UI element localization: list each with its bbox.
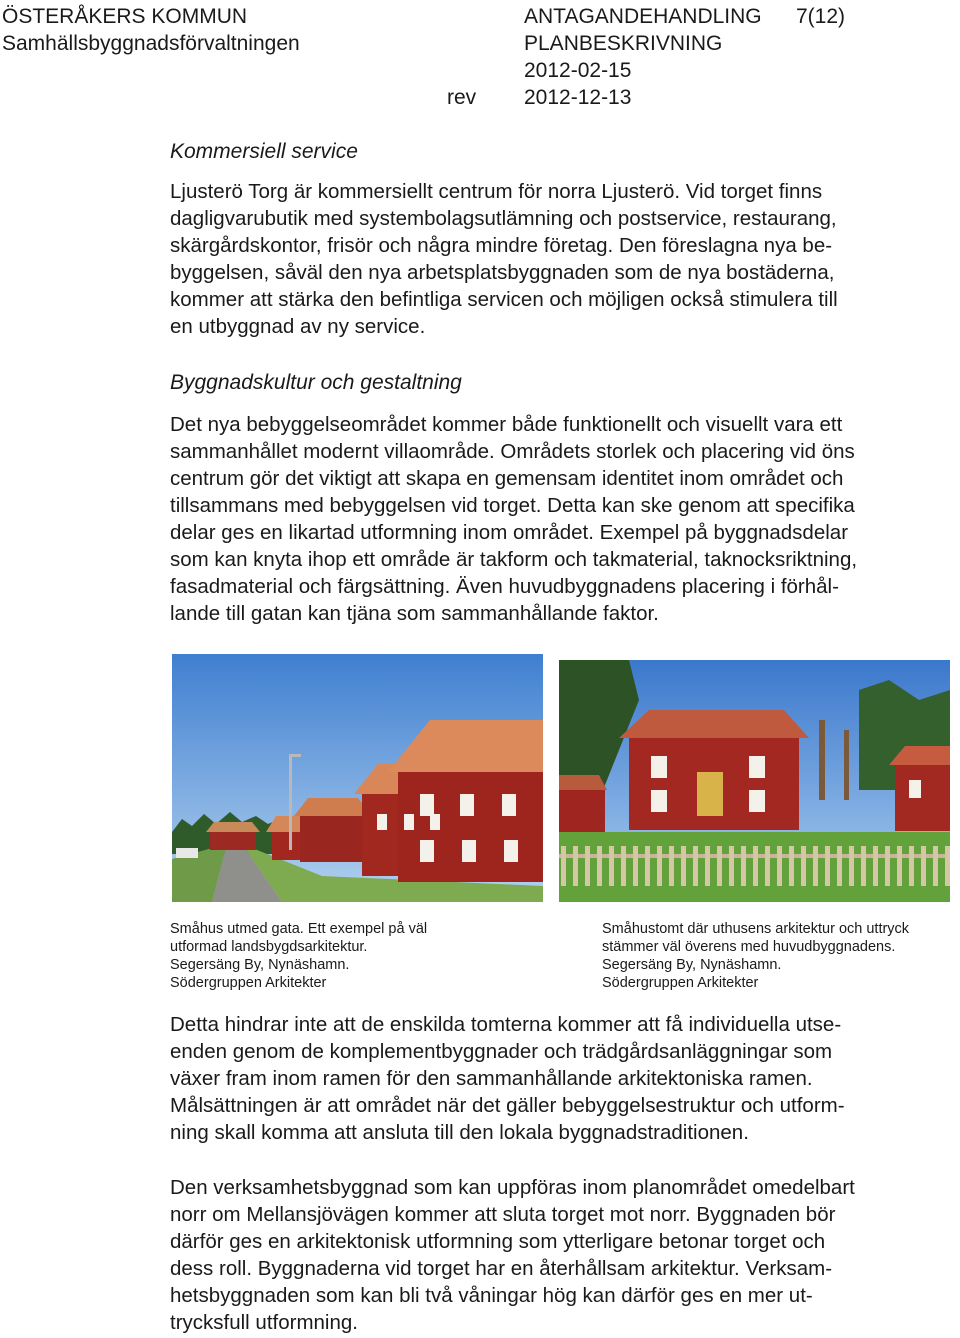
text-line: delar ges en likartad utformning inom området. Exempel på byggnadsdelar bbox=[170, 521, 849, 544]
text-line: byggelsen, såväl den nya arbetsplatsbyggnaden som de nya bostäderna, bbox=[170, 261, 835, 284]
revision-label: rev bbox=[447, 86, 477, 109]
text-line: skärgårdskontor, frisör och några mindre företag. Den föreslagna nya be- bbox=[170, 234, 833, 257]
text-line: kommer att stärka den befintliga servicen och möjligen också stimulera till bbox=[170, 288, 838, 311]
document-date: 2012-02-15 bbox=[524, 59, 632, 82]
text-line: enden genom de komplementbyggnader och trädgårdsanläggningar som bbox=[170, 1040, 833, 1063]
photo-houses-along-street bbox=[172, 654, 543, 902]
text-line: tillsammans med bebyggelsen vid torget. Detta kan ske genom att specifika bbox=[170, 494, 855, 517]
text-line: Ljusterö Torg är kommersiellt centrum för norra Ljusterö. Vid torget finns bbox=[170, 180, 823, 203]
revision-date: 2012-12-13 bbox=[524, 86, 632, 109]
section-heading-building-culture: Byggnadskultur och gestaltning bbox=[170, 371, 462, 394]
caption-left bbox=[170, 920, 427, 992]
paragraph-commercial-service bbox=[170, 178, 838, 340]
text-line: ning skall komma att ansluta till den lokala byggnadstraditionen. bbox=[170, 1121, 749, 1144]
text-line: en utbyggnad av ny service. bbox=[170, 315, 426, 338]
text-line: Målsättningen är att området när det gäller bebyggelsestruktur och utform- bbox=[170, 1094, 845, 1117]
caption-line: Södergruppen Arkitekter bbox=[170, 975, 327, 991]
text-line: sammanhållet modernt villaområde. Områdets storlek och placering vid öns bbox=[170, 440, 855, 463]
caption-line: Segersäng By, Nynäshamn. bbox=[602, 957, 782, 973]
caption-line: Småhustomt där uthusens arkitektur och uttryck bbox=[602, 921, 910, 937]
text-line: trycksfull utformning. bbox=[170, 1311, 358, 1334]
text-line: hetsbyggnaden som kan bli två våningar hög kan därför ges en mer ut- bbox=[170, 1284, 813, 1307]
paragraph-individual-lots bbox=[170, 1011, 845, 1146]
text-line: dess roll. Byggnaderna vid torget har en återhållsam arkitektur. Verksam- bbox=[170, 1257, 833, 1280]
paragraph-building-culture bbox=[170, 411, 857, 627]
text-line: därför ges en arkitektonisk utformning som ytterligare betonar torget och bbox=[170, 1230, 826, 1253]
street-scene-illustration bbox=[172, 654, 543, 902]
document-type: ANTAGANDEHANDLING bbox=[524, 5, 762, 28]
section-heading-commercial-service: Kommersiell service bbox=[170, 140, 358, 163]
text-line: dagligvarubutik med systembolagsutlämning och postservice, restaurang, bbox=[170, 207, 837, 230]
photo-house-garden-fence bbox=[559, 660, 950, 902]
document-name: PLANBESKRIVNING bbox=[524, 32, 723, 55]
department-name: Samhällsbyggnadsförvaltningen bbox=[2, 32, 300, 55]
garden-scene-illustration bbox=[559, 660, 950, 902]
text-line: centrum gör det viktigt att skapa en gemensam identitet inom området och bbox=[170, 467, 844, 490]
caption-line: Segersäng By, Nynäshamn. bbox=[170, 957, 350, 973]
caption-line: utformad landsbygdsarkitektur. bbox=[170, 939, 368, 955]
text-line: Den verksamhetsbyggnad som kan uppföras inom planområdet omedelbart bbox=[170, 1176, 855, 1199]
text-line: fasadmaterial och färgsättning. Även huvudbyggnadens placering i förhål- bbox=[170, 575, 839, 598]
text-line: som kan knyta ihop ett område är takform och takmaterial, taknocksriktning, bbox=[170, 548, 858, 571]
caption-line: Södergruppen Arkitekter bbox=[602, 975, 759, 991]
org-name: ÖSTERÅKERS KOMMUN bbox=[2, 5, 248, 28]
page-number: 7(12) bbox=[796, 5, 846, 28]
text-line: lande till gatan kan tjäna som sammanhållande faktor. bbox=[170, 602, 659, 625]
caption-line: stämmer väl överens med huvudbyggnadens. bbox=[602, 939, 896, 955]
paragraph-business-building bbox=[170, 1174, 855, 1336]
text-line: Detta hindrar inte att de enskilda tomterna kommer att få individuella utse- bbox=[170, 1013, 842, 1036]
text-line: växer fram inom ramen för den sammanhållande arkitektoniska ramen. bbox=[170, 1067, 813, 1090]
caption-right bbox=[602, 920, 909, 992]
caption-line: Småhus utmed gata. Ett exempel på väl bbox=[170, 921, 428, 937]
text-line: Det nya bebyggelseområdet kommer både funktionellt och visuellt vara ett bbox=[170, 413, 843, 436]
text-line: norr om Mellansjövägen kommer att sluta torget mot norr. Byggnaden bör bbox=[170, 1203, 836, 1226]
